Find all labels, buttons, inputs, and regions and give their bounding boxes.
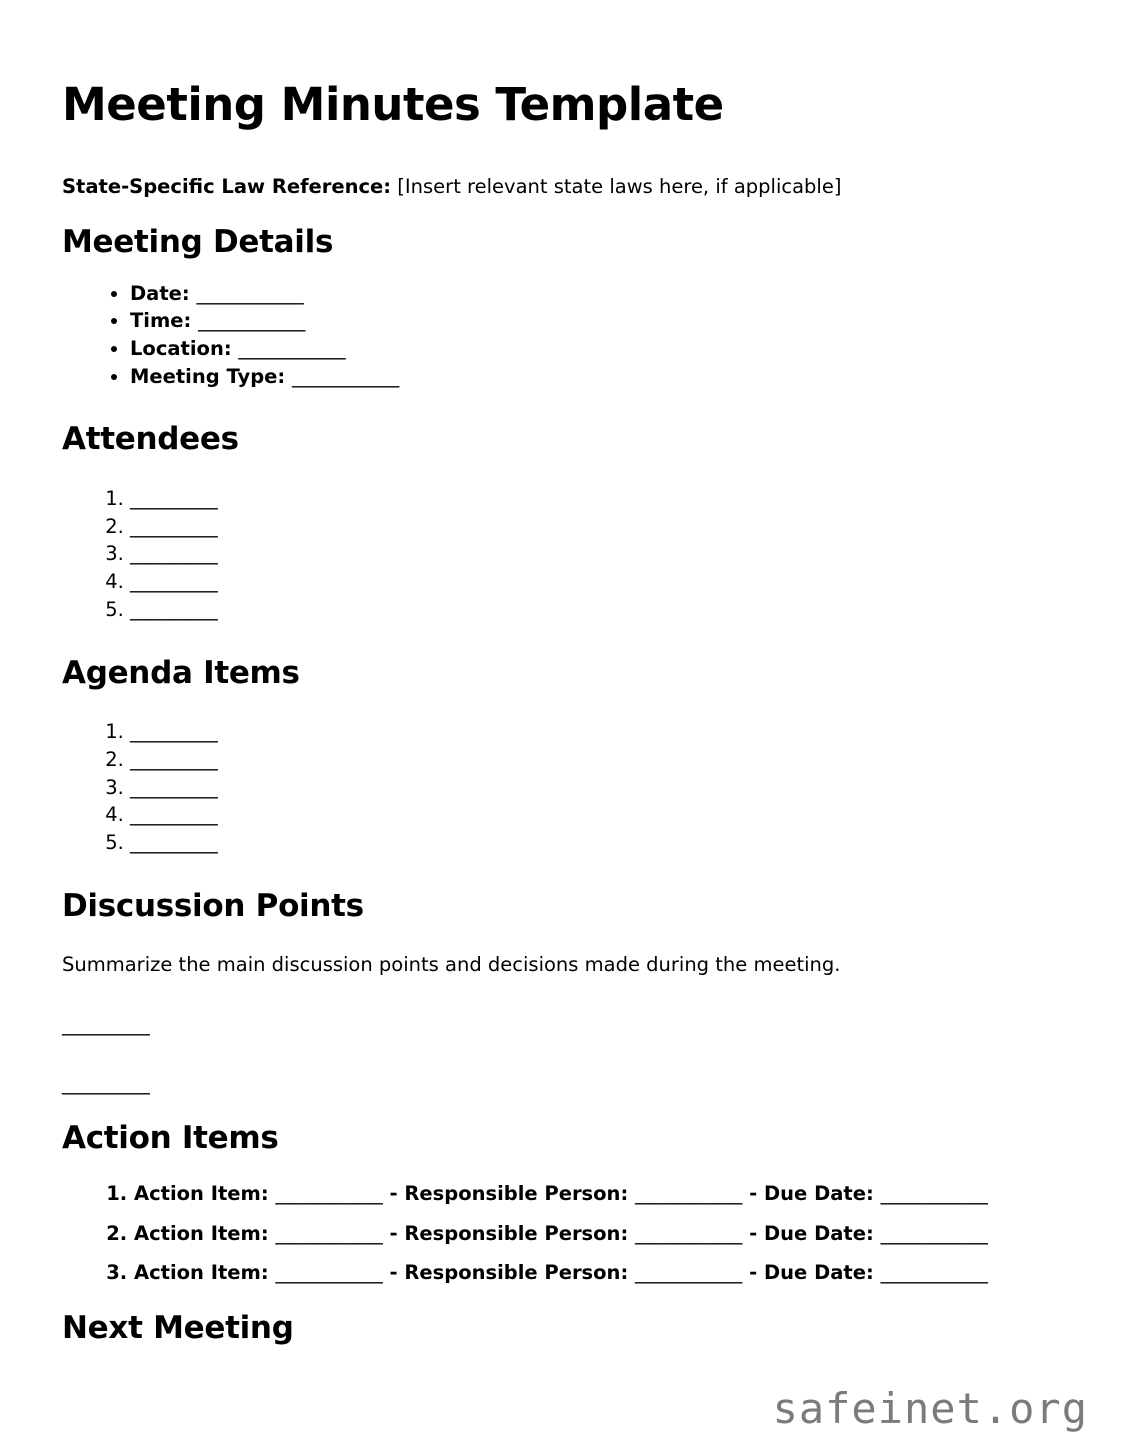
page-title: Meeting Minutes Template: [62, 78, 724, 131]
responsible-person-label-1: Responsible Person:: [404, 1182, 629, 1206]
table-row: [134, 1180, 1062, 1208]
list-item: [130, 485, 1062, 513]
list-item: [130, 746, 1062, 774]
attendee-blank-2[interactable]: _________: [130, 514, 218, 538]
list-item: [130, 280, 1062, 308]
attendee-blank-4[interactable]: _________: [130, 570, 218, 594]
responsible-person-blank-1[interactable]: ___________: [635, 1182, 743, 1206]
discussion-points-blank-2[interactable]: _________: [62, 1072, 150, 1096]
section-heading-action-items: Action Items: [62, 1120, 279, 1157]
action-items-list: [62, 1180, 1062, 1287]
action-item-separator-3a: -: [389, 1261, 398, 1285]
agenda-blank-2[interactable]: _________: [130, 747, 218, 771]
action-item-separator-1b: -: [749, 1182, 758, 1206]
attendee-blank-5[interactable]: _________: [130, 597, 218, 621]
attendee-blank-1[interactable]: _________: [130, 487, 218, 511]
agenda-blank-1[interactable]: _________: [130, 720, 218, 744]
meeting-details-blank-location[interactable]: ___________: [238, 336, 346, 360]
action-item-label-3: Action Item:: [134, 1261, 269, 1285]
table-row: [134, 1259, 1062, 1287]
list-item: [130, 307, 1062, 335]
due-date-blank-2[interactable]: ___________: [880, 1221, 988, 1245]
agenda-blank-3[interactable]: _________: [130, 775, 218, 799]
meeting-details-label-location: Location:: [130, 336, 232, 360]
section-heading-next-meeting: Next Meeting: [62, 1310, 294, 1347]
meeting-details-blank-date[interactable]: ___________: [196, 281, 304, 305]
due-date-blank-1[interactable]: ___________: [880, 1182, 988, 1206]
list-item: [130, 718, 1062, 746]
meeting-details-label-meeting-type: Meeting Type:: [130, 364, 286, 388]
discussion-points-blank-1[interactable]: _________: [62, 1012, 150, 1036]
section-heading-meeting-details: Meeting Details: [62, 223, 334, 260]
action-item-blank-2[interactable]: ___________: [275, 1221, 383, 1245]
meeting-details-list: [62, 280, 1062, 391]
section-heading-discussion-points: Discussion Points: [62, 887, 364, 924]
section-heading-attendees: Attendees: [62, 421, 239, 458]
meeting-details-label-date: Date:: [130, 281, 190, 305]
list-item: [130, 829, 1062, 857]
list-item: [130, 801, 1062, 829]
due-date-label-3: Due Date:: [763, 1261, 874, 1285]
state-law-reference-label: State-Specific Law Reference:: [62, 174, 392, 198]
agenda-blank-4[interactable]: _________: [130, 803, 218, 827]
agenda-items-list: [62, 718, 1062, 856]
attendee-blank-3[interactable]: _________: [130, 542, 218, 566]
state-law-reference: [62, 174, 1062, 199]
state-law-reference-value: [Insert relevant state laws here, if applicable]: [397, 174, 842, 198]
action-item-blank-1[interactable]: ___________: [275, 1182, 383, 1206]
list-item: [130, 513, 1062, 541]
list-item: [130, 596, 1062, 624]
action-item-label-1: Action Item:: [134, 1182, 269, 1206]
list-item: [130, 335, 1062, 363]
responsible-person-label-2: Responsible Person:: [404, 1221, 629, 1245]
action-item-separator-1a: -: [389, 1182, 398, 1206]
meeting-details-blank-time[interactable]: ___________: [198, 309, 306, 333]
responsible-person-blank-3[interactable]: ___________: [635, 1261, 743, 1285]
attendees-list: [62, 485, 1062, 623]
list-item: [130, 568, 1062, 596]
responsible-person-label-3: Responsible Person:: [404, 1261, 629, 1285]
agenda-blank-5[interactable]: _________: [130, 831, 218, 855]
meeting-details-label-time: Time:: [130, 309, 192, 333]
watermark: safeinet.org: [772, 1384, 1088, 1433]
list-item: [130, 363, 1062, 391]
action-item-separator-2b: -: [749, 1221, 758, 1245]
meeting-details-blank-meeting-type[interactable]: ___________: [291, 364, 400, 388]
action-item-separator-3b: -: [749, 1261, 758, 1285]
due-date-label-2: Due Date:: [763, 1221, 874, 1245]
responsible-person-blank-2[interactable]: ___________: [635, 1221, 743, 1245]
table-row: [134, 1220, 1062, 1248]
due-date-label-1: Due Date:: [763, 1182, 874, 1206]
action-item-label-2: Action Item:: [134, 1221, 269, 1245]
list-item: [130, 540, 1062, 568]
due-date-blank-3[interactable]: ___________: [880, 1261, 988, 1285]
action-item-separator-2a: -: [389, 1221, 398, 1245]
action-item-blank-3[interactable]: ___________: [275, 1261, 383, 1285]
list-item: [130, 774, 1062, 802]
section-heading-agenda-items: Agenda Items: [62, 654, 300, 691]
discussion-points-instruction: Summarize the main discussion points and decisions made during the meeting.: [62, 953, 841, 977]
